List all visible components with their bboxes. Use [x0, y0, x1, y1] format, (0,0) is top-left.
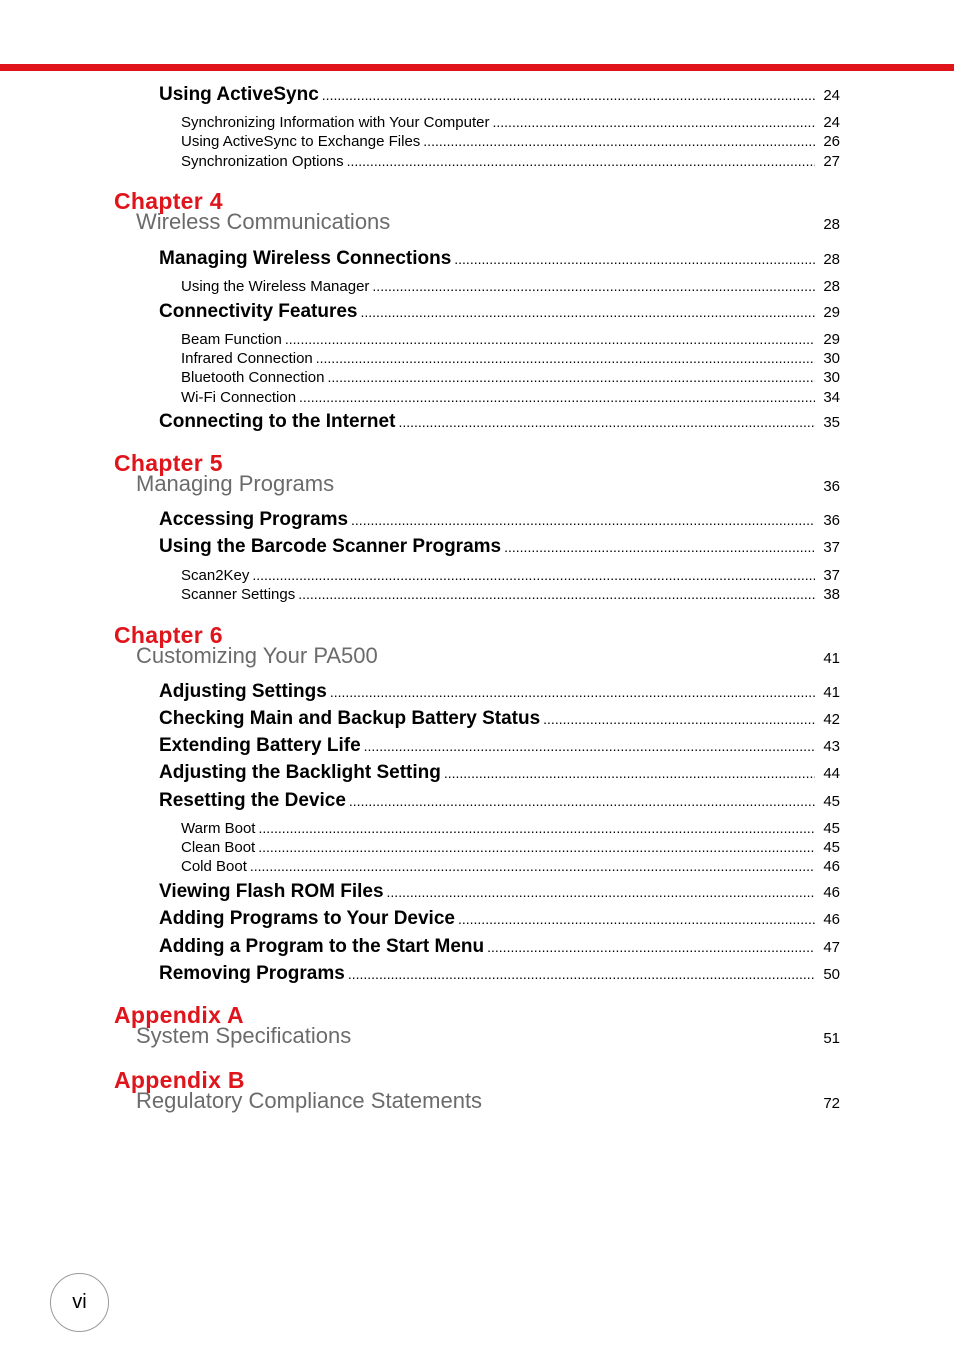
entry-label: Using ActiveSync	[159, 84, 319, 105]
dot-leader	[258, 839, 815, 855]
toc-section-entry[interactable]	[159, 762, 840, 784]
dot-leader	[504, 539, 815, 555]
dot-leader	[316, 350, 816, 366]
page-ref: 28	[823, 251, 840, 268]
dot-leader	[387, 884, 816, 900]
chapter-title-row[interactable]	[136, 471, 840, 497]
page-ref: 51	[823, 1030, 840, 1047]
page-ref: 41	[823, 684, 840, 701]
entry-label: Wi-Fi Connection	[181, 389, 297, 406]
dot-leader	[543, 711, 815, 727]
page-ref: 36	[823, 512, 840, 529]
toc-subsection-entry[interactable]	[181, 586, 840, 603]
chapter-title: Wireless Communications	[136, 209, 391, 234]
dot-leader	[285, 331, 815, 347]
entry-label: Clean Boot	[181, 839, 256, 856]
chapter-title-row[interactable]	[136, 209, 840, 235]
page-ref: 29	[823, 304, 840, 321]
entry-label: Synchronization Options	[181, 153, 344, 170]
page-ref: 37	[823, 567, 840, 584]
page-ref: 46	[823, 858, 840, 875]
chapter-title-row[interactable]	[136, 643, 840, 669]
dot-leader	[454, 251, 815, 267]
page-ref: 41	[823, 650, 840, 667]
page-ref: 72	[823, 1095, 840, 1112]
page-ref: 30	[823, 369, 840, 386]
dot-leader	[458, 911, 815, 927]
toc-section-entry[interactable]	[159, 681, 840, 703]
chapter-title: System Specifications	[136, 1023, 352, 1048]
page-ref: 24	[823, 114, 840, 131]
chapter-heading: Appendix A	[114, 1002, 244, 1028]
toc-subsection-entry[interactable]	[181, 839, 840, 856]
chapter-heading: Chapter 4	[114, 188, 223, 214]
chapter-title-row[interactable]	[136, 1088, 840, 1114]
page-ref: 28	[823, 278, 840, 295]
page-ref: 38	[823, 586, 840, 603]
toc-subsection-entry[interactable]	[181, 858, 840, 875]
page-ref: 36	[823, 478, 840, 495]
page-number-badge	[50, 1273, 109, 1332]
page-ref: 46	[823, 911, 840, 928]
toc-section-entry[interactable]	[159, 708, 840, 730]
dot-leader	[299, 389, 815, 405]
entry-label: Managing Wireless Connections	[159, 248, 452, 269]
page-ref: 44	[823, 765, 840, 782]
entry-label: Infrared Connection	[181, 350, 313, 367]
dot-leader	[250, 858, 815, 874]
toc-section-entry[interactable]	[159, 963, 840, 985]
chapter-title-row[interactable]	[136, 1023, 840, 1049]
page-number: vi	[72, 1291, 87, 1313]
entry-label: Adjusting Settings	[159, 681, 327, 702]
page-ref: 43	[823, 738, 840, 755]
dot-leader	[444, 765, 815, 781]
dot-leader	[252, 567, 815, 583]
toc-section-entry[interactable]	[159, 735, 840, 757]
toc-section-entry[interactable]	[159, 536, 840, 558]
toc-section-entry[interactable]	[159, 790, 840, 812]
entry-label: Adding a Program to the Start Menu	[159, 936, 485, 957]
toc-section-entry[interactable]	[159, 84, 840, 106]
toc-section-entry[interactable]	[159, 301, 840, 323]
dot-leader	[364, 738, 816, 754]
entry-label: Beam Function	[181, 331, 282, 348]
chapter-heading: Chapter 5	[114, 450, 223, 476]
page-ref: 29	[823, 331, 840, 348]
page-ref: 47	[823, 939, 840, 956]
entry-label: Adding Programs to Your Device	[159, 908, 455, 929]
toc-subsection-entry[interactable]	[181, 133, 840, 150]
page-ref: 30	[823, 350, 840, 367]
dot-leader	[351, 512, 815, 528]
toc-subsection-entry[interactable]	[181, 153, 840, 170]
toc-subsection-entry[interactable]	[181, 278, 840, 295]
page-ref: 46	[823, 884, 840, 901]
entry-label: Adjusting the Backlight Setting	[159, 762, 441, 783]
page-ref: 50	[823, 966, 840, 983]
dot-leader	[361, 304, 816, 320]
toc-section-entry[interactable]	[159, 509, 840, 531]
page-ref: 26	[823, 133, 840, 150]
entry-label: Scanner Settings	[181, 586, 296, 603]
entry-label: Connecting to the Internet	[159, 411, 396, 432]
toc-subsection-entry[interactable]	[181, 331, 840, 348]
page-ref: 45	[823, 793, 840, 810]
dot-leader	[347, 153, 816, 169]
entry-label: Resetting the Device	[159, 790, 346, 811]
dot-leader	[348, 966, 815, 982]
chapter-title: Managing Programs	[136, 471, 335, 496]
toc-section-entry[interactable]	[159, 908, 840, 930]
toc-subsection-entry[interactable]	[181, 389, 840, 406]
toc-subsection-entry[interactable]	[181, 820, 840, 837]
dot-leader	[330, 684, 815, 700]
entry-label: Using the Wireless Manager	[181, 278, 370, 295]
page-ref: 35	[823, 414, 840, 431]
entry-label: Extending Battery Life	[159, 735, 361, 756]
entry-label: Cold Boot	[181, 858, 247, 875]
entry-label: Connectivity Features	[159, 301, 358, 322]
dot-leader	[322, 87, 816, 103]
dot-leader	[423, 133, 815, 149]
entry-label: Using the Barcode Scanner Programs	[159, 536, 502, 557]
page-ref: 27	[823, 153, 840, 170]
page-ref: 45	[823, 839, 840, 856]
entry-label: Warm Boot	[181, 820, 256, 837]
chapter-title: Regulatory Compliance Statements	[136, 1088, 483, 1113]
dot-leader	[258, 820, 815, 836]
dot-leader	[487, 939, 815, 955]
toc-subsection-entry[interactable]	[181, 114, 840, 131]
dot-leader	[327, 369, 815, 385]
toc-section-entry[interactable]	[159, 248, 840, 270]
page-ref: 24	[823, 87, 840, 104]
toc-subsection-entry[interactable]	[181, 567, 840, 584]
page-ref: 28	[823, 216, 840, 233]
chapter-heading: Appendix B	[114, 1067, 245, 1093]
dot-leader	[398, 414, 815, 430]
entry-label: Synchronizing Information with Your Computer	[181, 114, 490, 131]
entry-label: Using ActiveSync to Exchange Files	[181, 133, 421, 150]
page-ref: 42	[823, 711, 840, 728]
dot-leader	[298, 586, 815, 602]
chapter-heading: Chapter 6	[114, 622, 223, 648]
toc-section-entry[interactable]	[159, 881, 840, 903]
toc-section-entry[interactable]	[159, 936, 840, 958]
dot-leader	[349, 793, 815, 809]
entry-label: Accessing Programs	[159, 509, 349, 530]
page-ref: 37	[823, 539, 840, 556]
entry-label: Viewing Flash ROM Files	[159, 881, 384, 902]
entry-label: Removing Programs	[159, 963, 345, 984]
page-ref: 34	[823, 389, 840, 406]
toc-subsection-entry[interactable]	[181, 350, 840, 367]
dot-leader	[372, 278, 815, 294]
toc-section-entry[interactable]	[159, 411, 840, 433]
toc-subsection-entry[interactable]	[181, 369, 840, 386]
entry-label: Scan2Key	[181, 567, 250, 584]
entry-label: Bluetooth Connection	[181, 369, 325, 386]
dot-leader	[493, 114, 816, 130]
chapter-title: Customizing Your PA500	[136, 643, 378, 668]
entry-label: Checking Main and Backup Battery Status	[159, 708, 541, 729]
page-ref: 45	[823, 820, 840, 837]
